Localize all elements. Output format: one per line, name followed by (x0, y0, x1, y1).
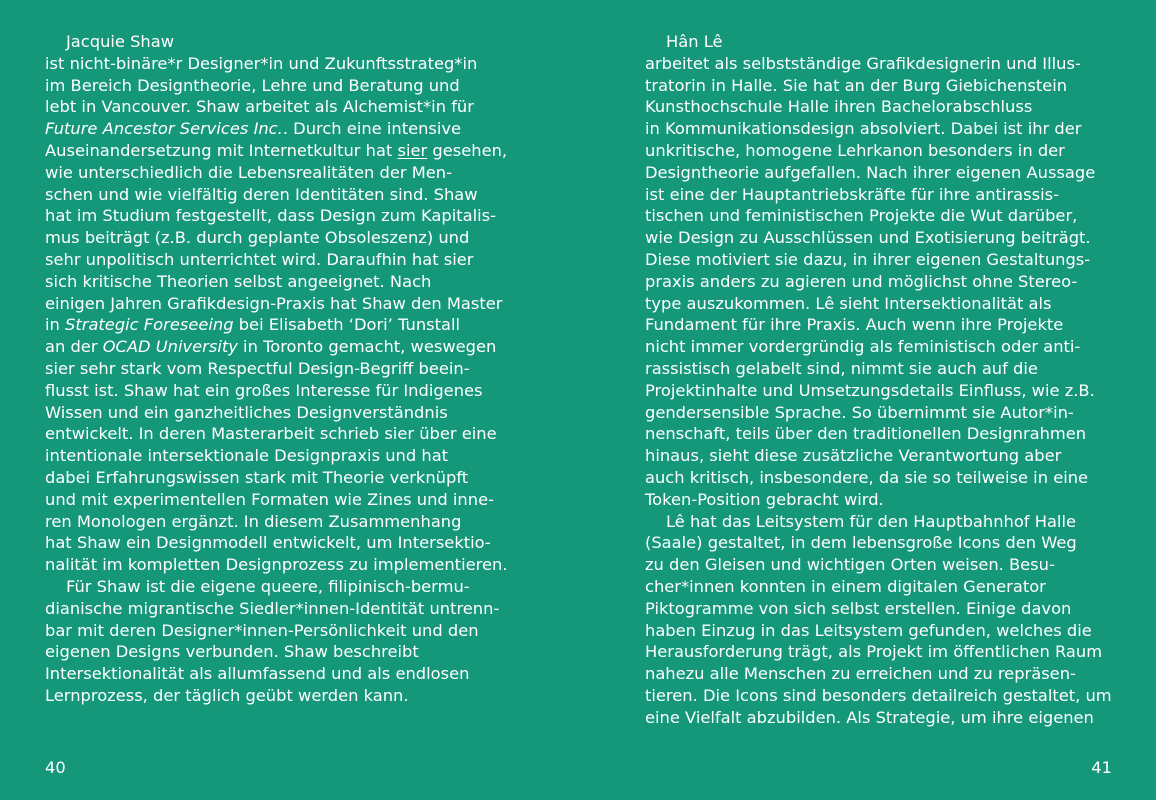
text-line: lebt in Vancouver. Shaw arbeitet als Alchemist*in für (45, 97, 474, 117)
text-line: schen und wie vielfältig deren Identitäten sind. Shaw (45, 184, 478, 204)
text-line: Wissen und ein ganzheitliches Designverständnis (45, 402, 448, 422)
text-line: Token-Position gebracht wird. (645, 489, 884, 509)
text-line: cher*innen konnten in einem digitalen Generator (645, 576, 1046, 596)
page-number-right: 41 (1091, 758, 1112, 777)
text-line: mus beiträgt (z.B. durch geplante Obsoleszenz) und (45, 228, 470, 248)
text-line: entwickelt. In deren Masterarbeit schrieb sier über eine (45, 424, 497, 444)
text-line: Herausforderung trägt, als Projekt im öffentlichen Raum (645, 642, 1103, 662)
text-line: im Bereich Designtheorie, Lehre und Beratung und (45, 75, 460, 95)
text-line: sehr unpolitisch unterrichtet wird. Daraufhin hat sier (45, 249, 474, 269)
text-line: flusst ist. Shaw hat ein großes Interesse für Indigenes (45, 380, 483, 400)
text-line: tratorin in Halle. Sie hat an der Burg Giebichenstein (645, 75, 1068, 95)
text-line: wie Design zu Ausschlüssen und Exotisierung beiträgt. (645, 228, 1091, 248)
text-line: tischen und feministischen Projekte die Wut darüber, (645, 206, 1078, 226)
text-line: Intersektionalität als allumfassend und als endlosen (45, 664, 470, 684)
text-run: an der (45, 337, 103, 357)
left-text-column (45, 31, 515, 707)
right-heading-line: Hân Lê (666, 32, 723, 51)
text-line: arbeitet als selbstständige Grafikdesignerin und Illus- (645, 53, 1081, 73)
text-line: hinaus, sieht diese zusätzliche Verantwortung aber (645, 446, 1062, 466)
text-line: (Saale) gestaltet, in dem lebensgroße Icons den Weg (645, 533, 1077, 553)
text-line: Diese motiviert sie dazu, in ihrer eigenen Gestaltungs- (645, 249, 1091, 269)
text-line (45, 140, 515, 162)
text-line: Piktogramme von sich selbst erstellen. Einige davon (645, 598, 1072, 618)
paragraph-start-line: Für Shaw ist die eigene queere, filipinisch-bermu- (66, 576, 470, 596)
italic-run: Strategic Foreseeing (65, 315, 234, 335)
paragraph-start-line: Lê hat das Leitsystem für den Hauptbahnhof Halle (666, 511, 1076, 531)
text-line: eine Vielfalt abzubilden. Als Strategie, um ihre eigenen (645, 707, 1094, 727)
text-line: Kunsthochschule Halle ihren Bachelorabschluss (645, 97, 1033, 117)
text-line: nahezu alle Menschen zu erreichen und zu repräsen- (645, 664, 1076, 684)
text-run: Auseinandersetzung mit Internetkultur hat (45, 140, 398, 160)
text-line: intentionale intersektionale Designpraxis und hat (45, 446, 449, 466)
text-line (45, 118, 515, 140)
text-line: tieren. Die Icons sind besonders detailreich gestaltet, um (645, 685, 1112, 705)
text-line: und mit experimentellen Formaten wie Zines und inne- (45, 489, 494, 509)
text-line: bar mit deren Designer*innen-Persönlichkeit und den (45, 620, 479, 640)
text-line: ren Monologen ergänzt. In diesem Zusammenhang (45, 511, 462, 531)
underlined-run: sier (397, 140, 428, 160)
italic-run: Future Ancestor Services Inc. (45, 119, 283, 139)
text-line: auch kritisch, insbesondere, da sie so teilweise in eine (645, 467, 1089, 487)
text-run: in (45, 315, 66, 335)
right-text-column (645, 31, 1115, 729)
text-line: nalität im kompletten Designprozess zu implementieren. (45, 555, 508, 575)
text-line: einigen Jahren Grafikdesign-Praxis hat Shaw den Master (45, 293, 503, 313)
text-run: gesehen, (427, 140, 508, 160)
text-line (45, 336, 515, 358)
text-line: praxis anders zu agieren und möglichst ohne Stereo- (645, 271, 1078, 291)
text-line: hat im Studium festgestellt, dass Design zum Kapitalis- (45, 206, 497, 226)
text-line: dabei Erfahrungswissen stark mit Theorie verknüpft (45, 467, 469, 487)
text-line: haben Einzug in das Leitsystem gefunden, welches die (645, 620, 1092, 640)
text-run: . Durch eine intensive (282, 119, 462, 139)
right-page (578, 0, 1156, 800)
text-run: in Toronto gemacht, weswegen (237, 337, 497, 357)
text-run: bei Elisabeth ‘Dori’ Tunstall (233, 315, 461, 335)
text-line: in Kommunikationsdesign absolviert. Dabei ist ihr der (645, 119, 1082, 139)
text-line: Designtheorie aufgefallen. Nach ihrer eigenen Aussage (645, 162, 1096, 182)
text-line: zu den Gleisen und wichtigen Orten weisen. Besu- (645, 555, 1055, 575)
text-line: wie unterschiedlich die Lebensrealitäten der Men- (45, 162, 452, 182)
text-line: Lernprozess, der täglich geübt werden kann. (45, 685, 409, 705)
text-line: type auszukommen. Lê sieht Intersektionalität als (645, 293, 1052, 313)
text-line (45, 314, 515, 336)
text-line: Fundament für ihre Praxis. Auch wenn ihre Projekte (645, 315, 1064, 335)
italic-run: OCAD University (102, 337, 238, 357)
text-line: dianische migrantische Siedler*innen-Identität untrenn- (45, 598, 500, 618)
text-line: sich kritische Theorien selbst angeeignet. Nach (45, 271, 432, 291)
text-line: Projektinhalte und Umsetzungsdetails Einfluss, wie z.B. (645, 380, 1095, 400)
text-line: gendersensible Sprache. So übernimmt sie Autor*in- (645, 402, 1074, 422)
text-line: nicht immer vordergründig als feministisch oder anti- (645, 337, 1081, 357)
text-line: unkritische, homogene Lehrkanon besonders in der (645, 140, 1065, 160)
text-line: eigenen Designs verbunden. Shaw beschreibt (45, 642, 419, 662)
page-number-left: 40 (45, 758, 66, 777)
left-heading-line: Jacquie Shaw (66, 32, 175, 51)
text-line: nenschaft, teils über den traditionellen Designrahmen (645, 424, 1087, 444)
text-line: hat Shaw ein Designmodell entwickelt, um Intersektio- (45, 533, 491, 553)
text-line: ist nicht-binäre*r Designer*in und Zukunftsstrateg*in (45, 53, 478, 73)
text-line: ist eine der Hauptantriebskräfte für ihre antirassis- (645, 184, 1059, 204)
text-line: sier sehr stark vom Respectful Design-Begriff beein- (45, 358, 470, 378)
text-line: rassistisch gelabelt sind, nimmt sie auch auf die (645, 358, 1038, 378)
